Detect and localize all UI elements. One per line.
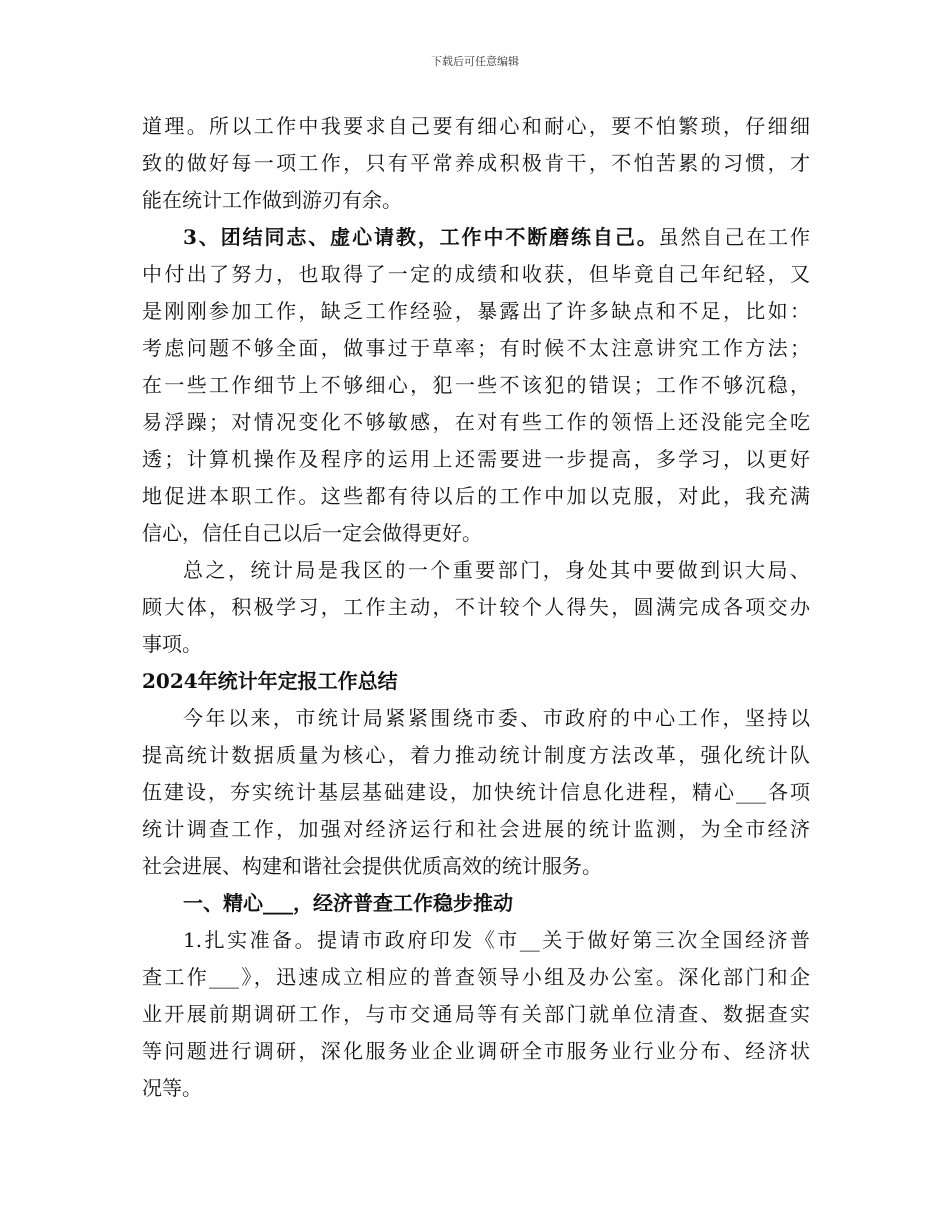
text-line <box>142 1033 810 1070</box>
text-segment: 伍建设，夯实统计基层基础建设，加快统计信息化进程，精心___各项 <box>142 780 810 804</box>
text-line <box>142 182 810 219</box>
text-segment: 况等。 <box>142 1076 202 1100</box>
text-segment: 在一些工作细节上不够细心，犯一些不该犯的错误；工作不够沉稳， <box>142 373 810 397</box>
text-segment: 易浮躁；对情况变化不够敏感，在对有些工作的领悟上还没能完全吃 <box>142 410 810 434</box>
text-segment: 虽然自己在工作 <box>658 225 810 249</box>
text-segment: 中付出了努力，也取得了一定的成绩和收获，但毕竟自己年纪轻，又 <box>142 262 810 286</box>
text-line <box>142 330 810 367</box>
text-line <box>142 404 810 441</box>
text-line <box>142 922 810 959</box>
text-segment: 社会进展、构建和谐社会提供优质高效的统计服务。 <box>142 854 602 878</box>
text-line <box>142 515 810 552</box>
bold-text: 3、团结同志、虚心请教，工作中不断磨练自己。 <box>183 225 659 249</box>
text-line <box>142 293 810 330</box>
text-line <box>142 959 810 996</box>
text-line <box>142 478 810 515</box>
text-line <box>142 885 810 922</box>
section-title <box>142 663 810 700</box>
text-segment: 查工作___》，迅速成立相应的普查领导小组及办公室。深化部门和企 <box>142 965 810 989</box>
text-segment: 道理。所以工作中我要求自己要有细心和耐心，要不怕繁琐，仔细细 <box>142 114 810 138</box>
text-line <box>142 219 810 256</box>
document-body <box>142 108 810 1107</box>
text-segment: 能在统计工作做到游刃有余。 <box>142 188 402 212</box>
text-line <box>142 256 810 293</box>
bold-text: 2024年统计年定报工作总结 <box>142 669 398 693</box>
text-segment: 信心，信任自己以后一定会做得更好。 <box>142 521 482 545</box>
text-segment: 1.扎实准备。提请市政府印发《市__关于做好第三次全国经济普 <box>183 928 810 952</box>
text-line <box>142 108 810 145</box>
text-segment: 事项。 <box>142 632 202 656</box>
text-line <box>142 441 810 478</box>
text-segment: 总之，统计局是我区的一个重要部门，身处其中要做到识大局、 <box>183 558 810 582</box>
text-line <box>142 737 810 774</box>
text-segment: 业开展前期调研工作，与市交通局等有关部门就单位清查、数据查实 <box>142 1002 810 1026</box>
text-line <box>142 1070 810 1107</box>
text-segment: 今年以来，市统计局紧紧围绕市委、市政府的中心工作，坚持以 <box>183 706 810 730</box>
page-header: 下载后可任意编辑 <box>431 55 519 68</box>
text-segment: 致的做好每一项工作，只有平常养成积极肯干，不怕苦累的习惯，才 <box>142 151 810 175</box>
text-line <box>142 700 810 737</box>
text-line <box>142 552 810 589</box>
text-line <box>142 848 810 885</box>
text-line <box>142 145 810 182</box>
text-segment: 统计调查工作，加强对经济运行和社会进展的统计监测，为全市经济 <box>142 817 810 841</box>
text-segment: 考虑问题不够全面，做事过于草率；有时候不太注意讲究工作方法； <box>142 336 810 360</box>
text-segment: 透；计算机操作及程序的运用上还需要进一步提高，多学习，以更好 <box>142 447 810 471</box>
text-line <box>142 626 810 663</box>
text-segment: 顾大体，积极学习，工作主动，不计较个人得失，圆满完成各项交办 <box>142 595 810 619</box>
text-line <box>142 811 810 848</box>
text-segment: 等问题进行调研，深化服务业企业调研全市服务业行业分布、经济状 <box>142 1039 810 1063</box>
text-segment: 地促进本职工作。这些都有待以后的工作中加以克服，对此，我充满 <box>142 484 810 508</box>
text-line <box>142 367 810 404</box>
bold-text: 一、精心___，经济普查工作稳步推动 <box>183 891 513 915</box>
text-segment: 是刚刚参加工作，缺乏工作经验，暴露出了许多缺点和不足，比如： <box>142 299 810 323</box>
text-line <box>142 774 810 811</box>
text-line <box>142 996 810 1033</box>
text-line <box>142 589 810 626</box>
text-segment: 提高统计数据质量为核心，着力推动统计制度方法改革，强化统计队 <box>142 743 810 767</box>
